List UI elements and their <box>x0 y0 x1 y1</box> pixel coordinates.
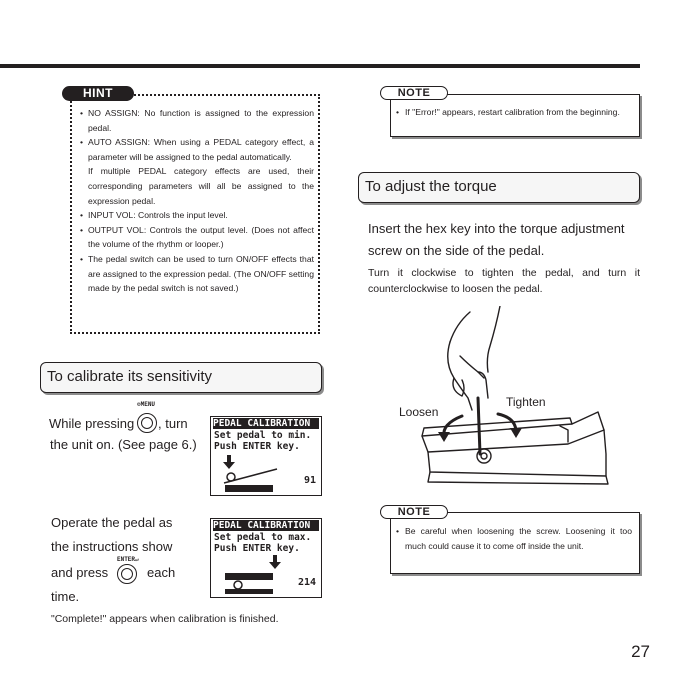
hand-palm <box>448 342 472 410</box>
down-arrow-icon <box>269 555 281 569</box>
page-number: 27 <box>631 642 650 661</box>
lcd-line: Push ENTER key. <box>214 543 300 554</box>
step2-text-pre: and press <box>51 565 109 580</box>
hint-item: • INPUT VOL: Controls the input level. <box>80 208 314 223</box>
pedal-min-indicator <box>221 455 281 493</box>
torque-screw <box>477 449 491 463</box>
complete-text: "Complete!" appears when calibration is finished. <box>51 613 279 625</box>
wrist-edge <box>487 306 500 372</box>
hint-item: • The pedal switch can be used to turn ON/OFF effects that are assigned to the expression pedal. (The ON/OFF setting made by the pedal switch is not saved.) <box>80 252 314 296</box>
pedal-max-indicator <box>221 555 291 595</box>
menu-key-label: ⚙MENU <box>137 401 156 408</box>
step1-text-post: , turn <box>158 416 188 431</box>
hint-item-continuation: If multiple PEDAL category effects are used, their corresponding parameters will all be assigned to the expression pedal. <box>88 166 314 206</box>
step2-text-line4: time. <box>51 589 80 604</box>
lcd-line: Set pedal to min. <box>214 430 312 441</box>
menu-button-icon <box>137 413 157 433</box>
torque-screw-inner <box>481 453 487 459</box>
hint-label: HINT <box>62 86 134 101</box>
lcd-bar <box>225 485 273 492</box>
hint-item: • OUTPUT VOL: Controls the output level. (Does not affect the volume of the rhythm or looper.) <box>80 223 314 252</box>
hint-item: • AUTO ASSIGN: When using a PEDAL category effect, a parameter will be assigned to the pedal automatically. <box>80 135 314 164</box>
hex-key <box>478 398 480 454</box>
lcd-bar <box>225 589 273 594</box>
step2-text-line1: Operate the pedal as <box>51 515 173 530</box>
step2-text-line2: the instructions show <box>51 539 173 554</box>
note-label: NOTE <box>380 86 448 100</box>
hint-list <box>80 106 314 296</box>
lcd-screen-min <box>210 416 322 496</box>
lcd-title: PEDAL CALIBRATION <box>213 418 319 429</box>
step2-text-post: each <box>147 565 176 580</box>
step1-text-line2: the unit on. (See page 6.) <box>50 437 197 452</box>
torque-detail: Turn it clockwise to tighten the pedal, and turn it counterclockwise to loosen the pedal. <box>368 267 640 295</box>
pivot-icon <box>234 581 242 589</box>
calibrate-section-heading: To calibrate its sensitivity <box>40 362 322 393</box>
torque-instruction: Insert the hex key into the torque adjustment screw on the side of the pedal. <box>368 221 625 258</box>
enter-button-icon <box>117 564 137 584</box>
lcd-screen-max <box>210 518 322 598</box>
torque-adjust-illustration <box>392 306 614 492</box>
tighten-label: Tighten <box>506 395 546 409</box>
arm-edge <box>450 312 470 342</box>
return-icon: ↵ <box>135 556 139 563</box>
down-arrow-icon <box>223 455 235 469</box>
torque-section-heading: To adjust the torque <box>358 172 640 203</box>
finger <box>460 356 484 378</box>
note-text: • If "Error!" appears, restart calibration from the beginning. <box>396 105 632 120</box>
note-label: NOTE <box>380 505 448 519</box>
lcd-value: 214 <box>297 577 316 588</box>
enter-key-label: ENTER↵ <box>117 556 139 563</box>
lcd-value: 91 <box>303 475 316 486</box>
lcd-title: PEDAL CALIBRATION <box>213 520 319 531</box>
pedal-line <box>224 469 277 483</box>
loosen-label: Loosen <box>399 405 439 419</box>
pedal-top-bar <box>225 573 273 580</box>
lcd-line: Push ENTER key. <box>214 441 300 452</box>
top-rule <box>0 64 640 68</box>
note-text: • Be careful when loosening the screw. Loosening it too much could cause it to come off inside the unit. <box>396 524 632 553</box>
hint-item: • NO ASSIGN: No function is assigned to the expression pedal. <box>80 106 314 135</box>
gear-icon: ⚙ <box>137 401 141 408</box>
step1-text-pre: While pressing <box>49 416 135 431</box>
lcd-line: Set pedal to max. <box>214 532 312 543</box>
finger <box>478 372 488 398</box>
finger <box>453 378 464 396</box>
